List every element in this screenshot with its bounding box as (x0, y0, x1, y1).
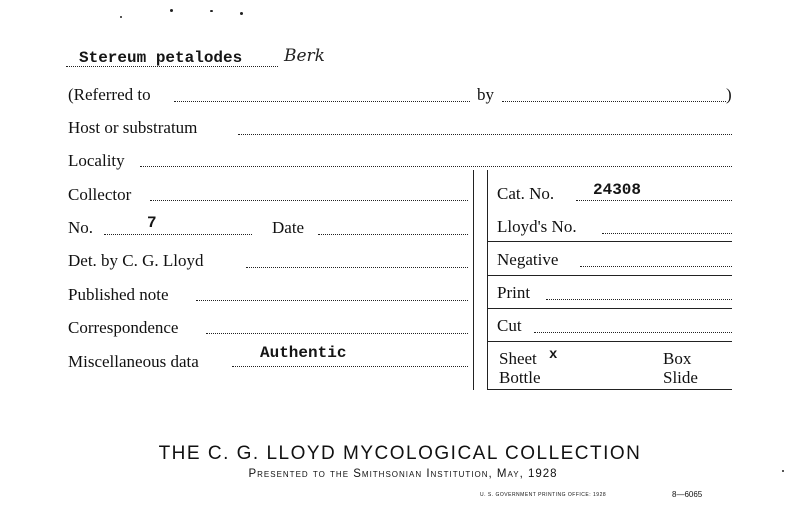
lloyds-no-line (602, 233, 732, 234)
locality-label: Locality (68, 151, 125, 170)
species-author: Berk (284, 46, 325, 66)
negative-line (580, 266, 732, 267)
sheet-mark: x (549, 347, 558, 363)
panel-rule (487, 308, 732, 309)
by-label: by (477, 85, 494, 104)
date-label: Date (272, 218, 305, 237)
no-label: No. (68, 218, 94, 237)
cat-no-label: Cat. No. (497, 184, 555, 203)
slide-label: Slide (663, 368, 698, 387)
panel-rule (487, 341, 732, 342)
host-line (238, 134, 732, 135)
locality-line (140, 166, 732, 167)
referred-to-label: (Referred to (68, 85, 151, 104)
speck (120, 16, 122, 18)
date-line (318, 234, 468, 235)
collector-label: Collector (68, 185, 132, 204)
by-line (502, 101, 726, 102)
collection-subtitle: Presented to the Smithsonian Institution, May, 1928 (248, 468, 558, 480)
misc-label: Miscellaneous data (68, 352, 199, 371)
cat-no-line (576, 200, 732, 201)
published-note-line (196, 300, 468, 301)
bottle-label: Bottle (499, 368, 541, 387)
misc-line (232, 366, 468, 367)
speck (210, 10, 213, 12)
negative-label: Negative (497, 250, 559, 269)
cat-no-value: 24308 (593, 181, 642, 199)
panel-bottom-rule (487, 389, 732, 390)
lloyds-no-label: Lloyd's No. (497, 217, 577, 236)
print-label: Print (497, 283, 531, 302)
print-line (546, 299, 732, 300)
box-label: Box (663, 349, 692, 368)
published-note-label: Published note (68, 285, 169, 304)
form-number: 8—6065 (672, 490, 703, 499)
det-by-line (246, 267, 468, 268)
panel-divider-outer (473, 170, 474, 390)
no-line (104, 234, 252, 235)
panel-rule (487, 275, 732, 276)
correspondence-line (206, 333, 468, 334)
panel-rule (487, 241, 732, 242)
correspondence-label: Correspondence (68, 318, 179, 337)
speck (240, 12, 243, 15)
sheet-label: Sheet (499, 349, 537, 368)
no-value: 7 (147, 214, 157, 232)
close-paren: ) (726, 85, 732, 104)
misc-value: Authentic (260, 344, 347, 362)
collection-title: THE C. G. LLOYD MYCOLOGICAL COLLECTION (158, 443, 642, 464)
speck (170, 9, 173, 12)
host-label: Host or substratum (68, 118, 198, 137)
referred-to-line (174, 101, 470, 102)
species-name: Stereum petalodes (79, 49, 243, 67)
collector-line (150, 200, 468, 201)
cut-label: Cut (497, 316, 522, 335)
panel-divider-inner (487, 170, 488, 390)
cut-line (534, 332, 732, 333)
printer-imprint: U. S. GOVERNMENT PRINTING OFFICE: 1928 (480, 492, 607, 498)
det-by-label: Det. by C. G. Lloyd (68, 251, 204, 270)
